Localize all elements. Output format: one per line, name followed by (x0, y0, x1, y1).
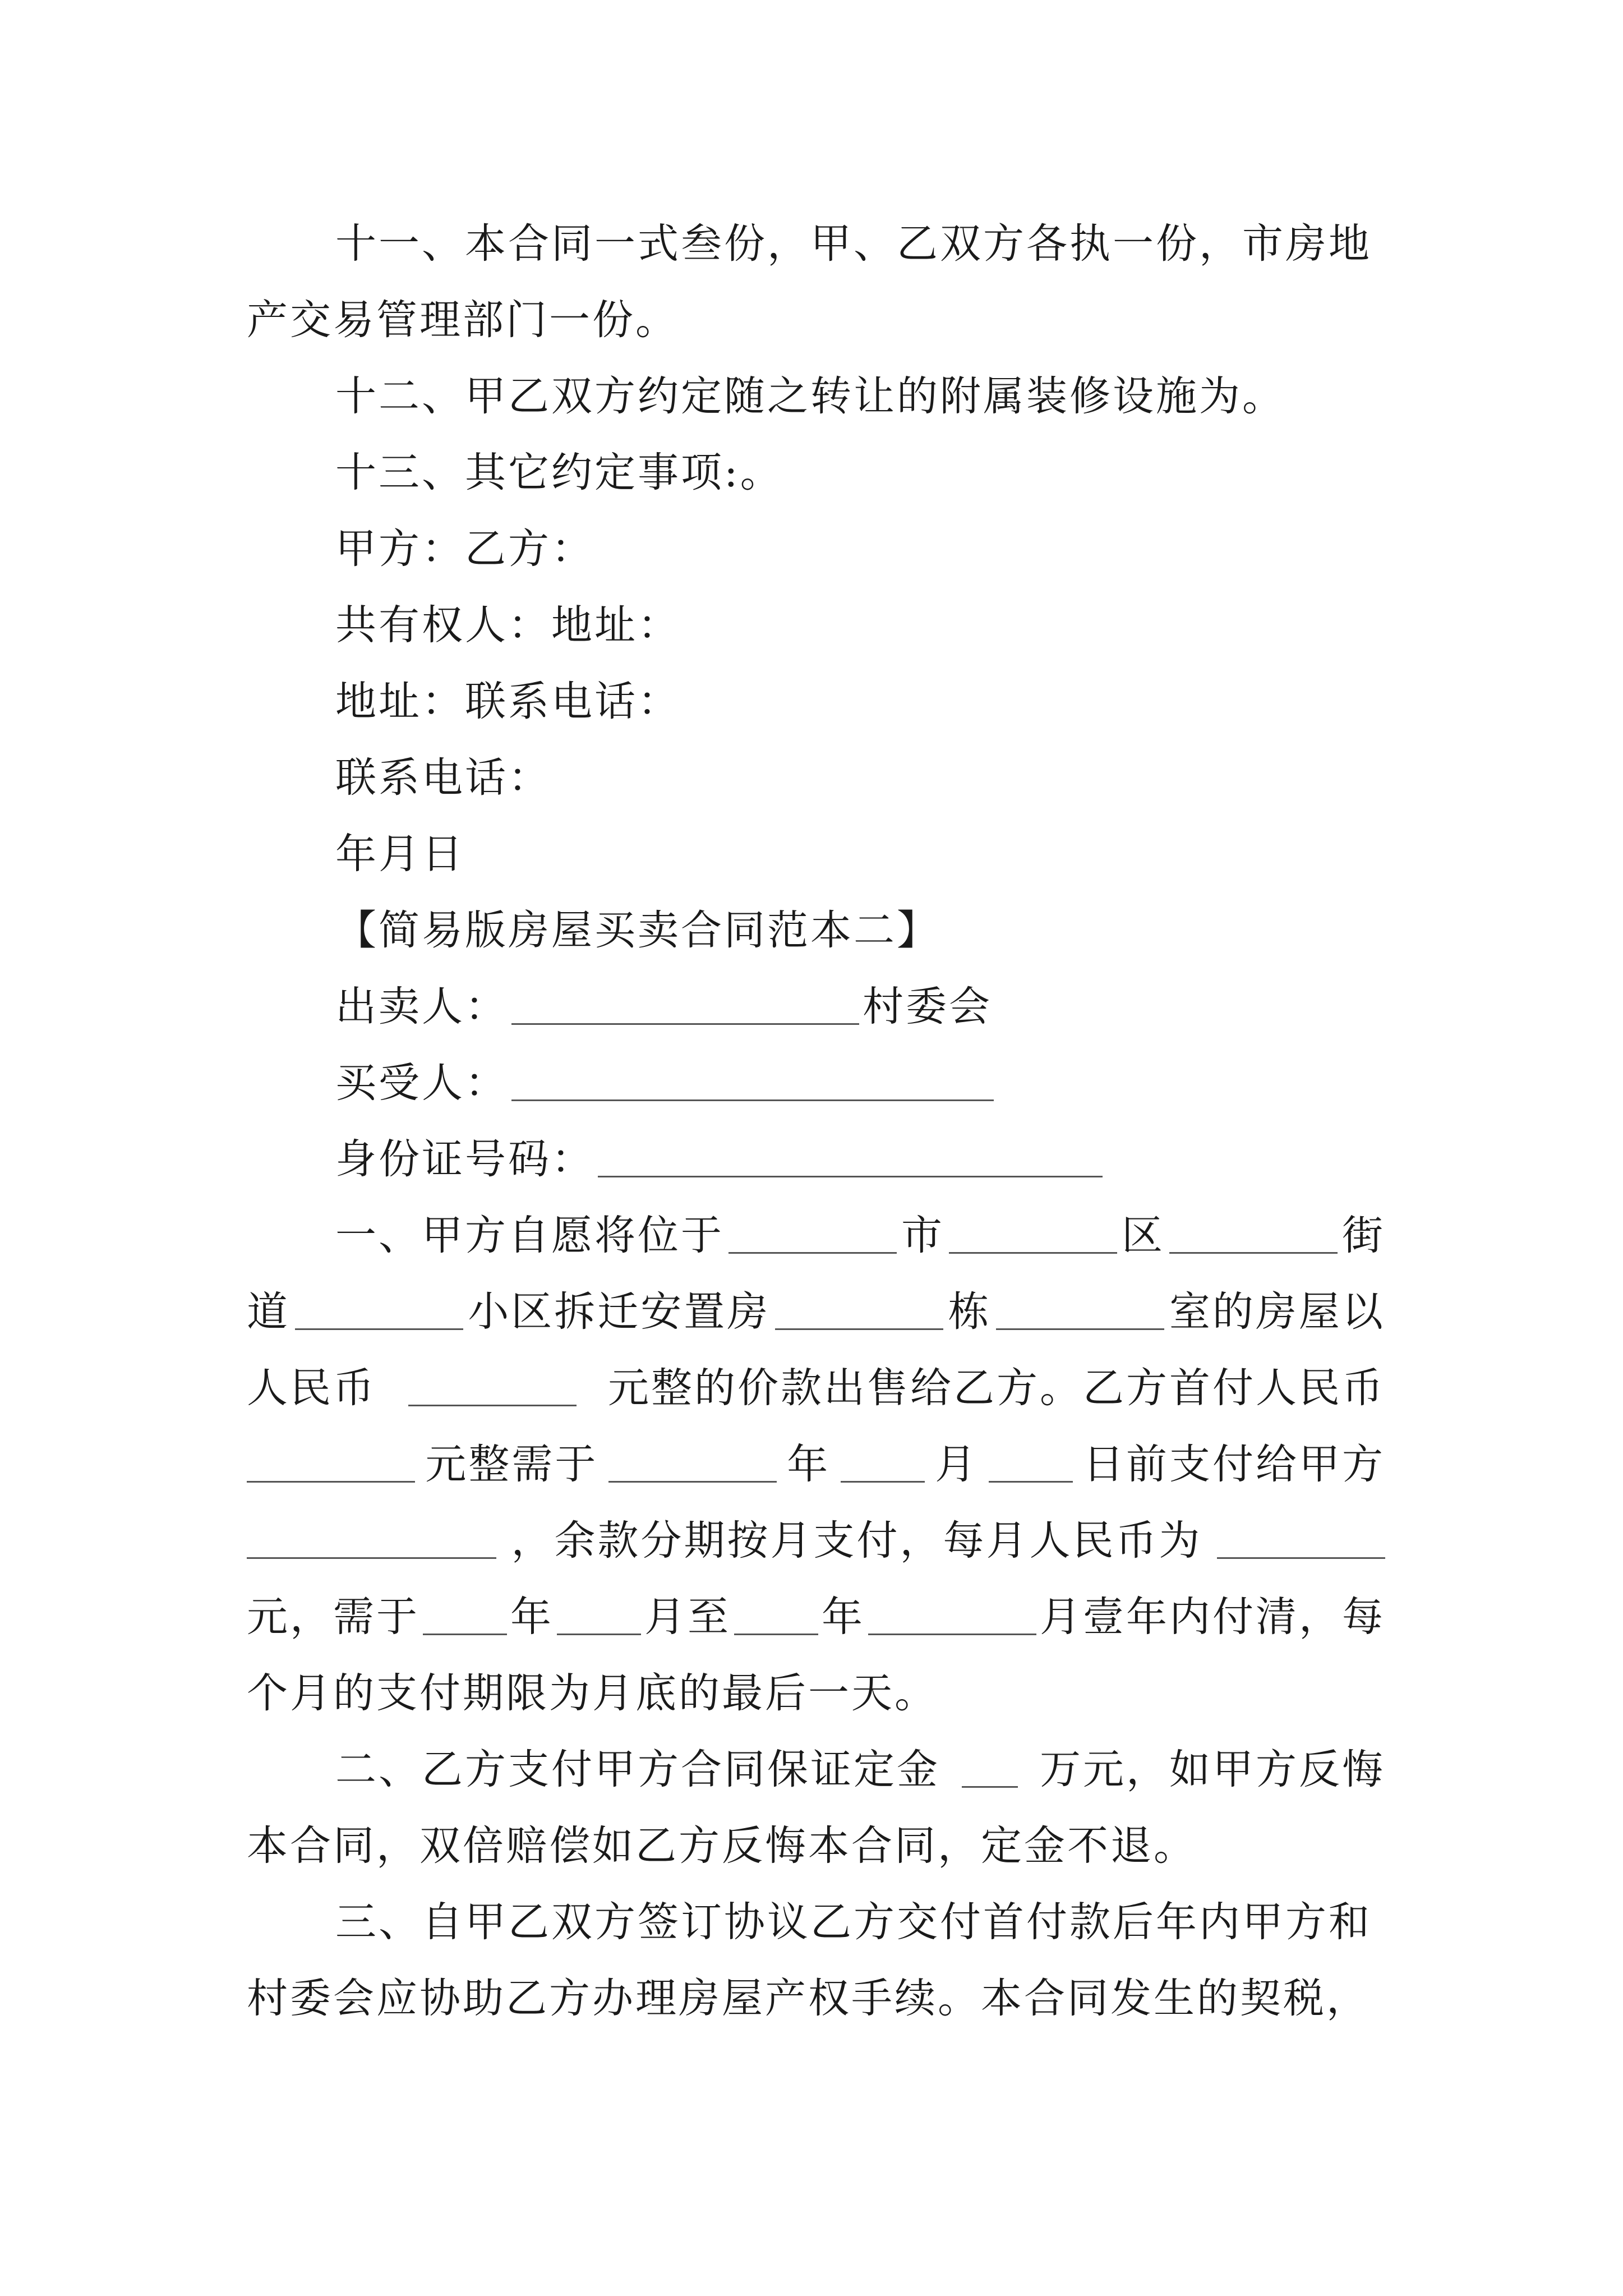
clause2-line2: 本合同，双倍赔偿如乙方反悔本合同，定金不退。 (247, 1822, 1197, 1870)
seller-suffix: 村委会 (863, 983, 992, 1030)
clause3-line1: 三、自甲乙双方签订协议乙方交付首付款后年内甲方和 (335, 1898, 1372, 1946)
clause-eleven-line1: 十一、本合同一式叁份，甲、乙双方各执一份，市房地 (335, 220, 1372, 268)
clause3-line2: 村委会应协助乙方办理房屋产权手续。本合同发生的契税， (247, 1975, 1370, 2022)
clause-eleven-line2: 产交易管理部门一份。 (247, 296, 679, 344)
clause-thirteen: 十三、其它约定事项:。 (335, 449, 783, 496)
section-heading: 【简易版房屋买卖合同范本二】 (335, 907, 940, 954)
clause1-line2: 道 小区拆迁安置房 栋 室的房屋以 (247, 1288, 1385, 1336)
seller-line (335, 976, 1385, 1038)
buyer-blank (511, 1066, 994, 1101)
date-line: 年月日 (335, 830, 465, 878)
buyer-line (335, 1052, 1385, 1114)
clause2-line1: 二、乙方支付甲方合同保证定金 万元，如甲方反悔 (335, 1746, 1385, 1793)
party-a-b: 甲方：乙方： (335, 525, 594, 573)
phone: 联系电话： (335, 754, 551, 802)
seller-label: 出卖人： (335, 983, 508, 1030)
clause1-line3: 人民币 元整的价款出售给乙方。乙方首付人民币 (247, 1364, 1385, 1412)
clause1-line1: 一、甲方自愿将位于 市 区 街 (335, 1212, 1385, 1259)
co-owner-address: 共有权人：地址： (335, 601, 681, 649)
id-number-blank (598, 1142, 1103, 1177)
clause1-line5: ，余款分期按月支付，每月人民币为 (247, 1510, 1385, 1572)
clause1-line6: 元，需于 年 月至 年 月壹年内付清，每 (247, 1593, 1385, 1641)
address-phone: 地址：联系电话： (335, 678, 681, 725)
clause-twelve: 十二、甲乙双方约定随之转让的附属装修设施为。 (335, 372, 1285, 420)
clause1-line7: 个月的支付期限为月底的最后一天。 (247, 1669, 938, 1717)
clause1-line4: 元整需于 年 月 日前支付给甲方 (247, 1434, 1385, 1496)
id-number-label: 身份证号码： (335, 1135, 594, 1183)
id-number-line (335, 1129, 1385, 1190)
buyer-label: 买受人： (335, 1059, 508, 1107)
seller-blank (511, 990, 859, 1025)
